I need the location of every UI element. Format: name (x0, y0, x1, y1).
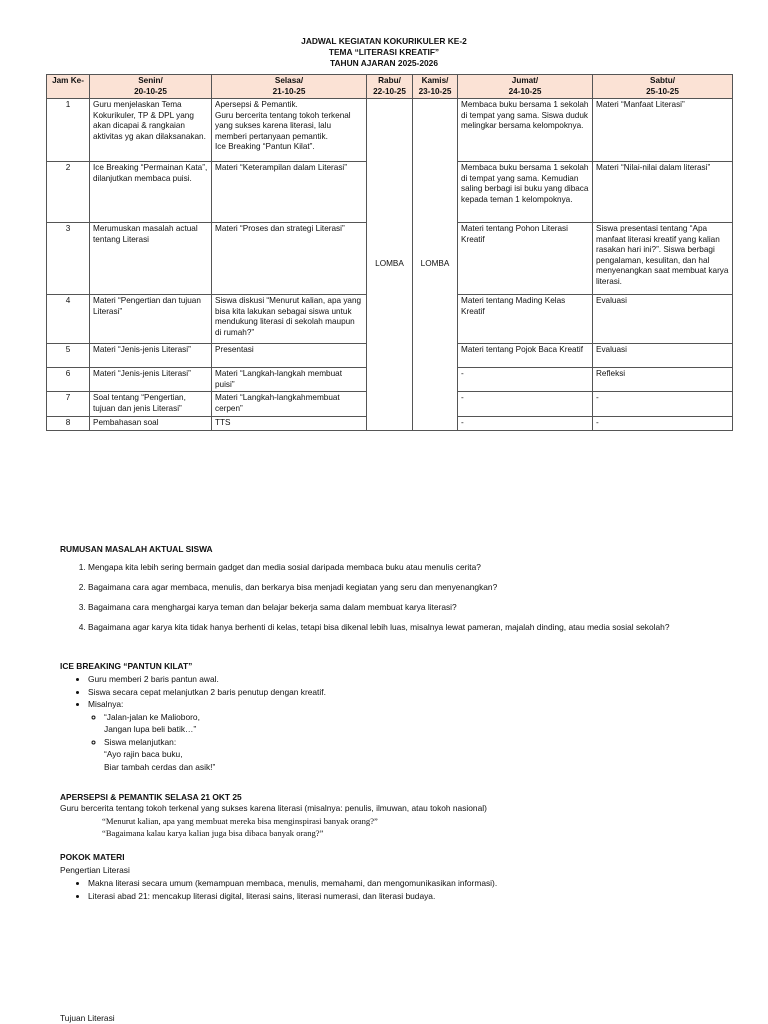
header-jam: Jam Ke- (47, 75, 90, 99)
list-item (88, 698, 740, 773)
cell-senin: Pembahasan soal (90, 417, 212, 431)
pokok-section (60, 877, 740, 902)
list-item (104, 736, 740, 774)
icebreak-sublist (88, 711, 740, 774)
doc-title-line-3: TAHUN AJARAN 2025-2026 (330, 58, 438, 68)
cell-jumat: Materi tentang Pojok Baca Kreatif (458, 344, 593, 368)
cell-jam: 1 (47, 99, 90, 162)
cell-selasa: Materi “Proses dan strategi Literasi” (212, 223, 367, 295)
cell-sabtu: - (593, 392, 733, 417)
cell-sabtu: - (593, 417, 733, 431)
cell-selasa: Siswa diskusi “Menurut kalian, apa yang bisa kita lakukan sebagai siswa untuk mendukung literasi di sekolah maupun di rumah?” (212, 295, 367, 344)
cell-senin: Materi “Jenis-jenis Literasi” (90, 368, 212, 392)
icebreak-list (60, 673, 740, 773)
cell-selasa-line: Apersepsi & Pemantik. Guru bercerita tentang tokoh terkenal yang sukses karena literasi, lalu memberi pertanyaan pemantik. Ice Breaking “Pantun Kilat”. (215, 100, 351, 151)
cell-sabtu: Evaluasi (593, 344, 733, 368)
cell-jumat: Membaca buku bersama 1 sekolah di tempat yang sama. Siswa duduk melingkar bersama kelompoknya. (458, 99, 593, 162)
apersepsi-question-1: “Menurut kalian, apa yang membuat mereka bisa menginspirasi banyak orang?” (102, 816, 378, 826)
cell-sabtu: Materi “Manfaat Literasi” (593, 99, 733, 162)
cell-kamis-lomba: LOMBA (413, 99, 458, 431)
cell-jam: 2 (47, 162, 90, 223)
icebreak-example-label: Misalnya: (88, 699, 124, 709)
cell-jumat: Membaca buku bersama 1 sekolah di tempat yang sama. Kemudian saling berbagi isi buku yang dibaca kepada teman 1 kelompoknya. (458, 162, 593, 223)
schedule-table (46, 74, 733, 431)
cell-jumat: Materi tentang Pohon Literasi Kreatif (458, 223, 593, 295)
cell-selasa (212, 99, 367, 162)
pantun-line: ◦ “Jalan-jalan ke Malioboro, (104, 711, 200, 722)
pokok-heading: POKOK MATERI (60, 852, 125, 862)
table-header-row (47, 75, 733, 99)
cell-jam: 5 (47, 344, 90, 368)
list-item: • Makna literasi secara umum (kemampuan membaca, menulis, memahami, dan mengomunikasikan informasi). (88, 877, 740, 890)
list-item: • Guru memberi 2 baris pantun awal. (88, 673, 740, 686)
header-senin: Senin/ 20-10-25 (90, 75, 212, 99)
list-item: • Siswa secara cepat melanjutkan 2 baris penutup dengan kreatif. (88, 686, 740, 699)
cell-selasa: Materi “Langkah-langkahmembuat cerpen” (212, 392, 367, 417)
icebreak-section (60, 673, 740, 773)
cell-jumat: - (458, 417, 593, 431)
list-item (104, 711, 740, 736)
header-rabu: Rabu/ 22-10-25 (367, 75, 413, 99)
pantun-line: “Ayo rajin baca buku, (104, 749, 183, 759)
cell-jam: 3 (47, 223, 90, 295)
pokok-subheading: Pengertian Literasi (60, 865, 130, 875)
header-selasa: Selasa/ 21-10-25 (212, 75, 367, 99)
cell-jam: 8 (47, 417, 90, 431)
list-item: 1. Mengapa kita lebih sering bermain gadget dan media sosial daripada membaca buku atau menulis cerita? (88, 562, 768, 582)
cell-senin: Materi “Jenis-jenis Literasi” (90, 344, 212, 368)
header-kamis: Kamis/ 23-10-25 (413, 75, 458, 99)
cell-senin: Materi “Pengertian dan tujuan Literasi” (90, 295, 212, 344)
cell-sabtu: Materi “Nilai-nilai dalam literasi” (593, 162, 733, 223)
cell-sabtu: Refleksi (593, 368, 733, 392)
cell-senin: Soal tentang “Pengertian, tujuan dan jenis Literasi” (90, 392, 212, 417)
list-item: • Literasi abad 21: mencakup literasi digital, literasi sains, literasi numerasi, dan literasi budaya. (88, 890, 740, 903)
pantun-line: Jangan lupa beli batik…” (104, 724, 197, 734)
cell-sabtu: Siswa presentasi tentang “Apa manfaat literasi kreatif yang kalian rasakan hari ini?”. Siswa berbagi pengalaman, kesulitan, dan hal menyenangkan saat membuat karya literasi. (593, 223, 733, 295)
cell-selasa: Presentasi (212, 344, 367, 368)
tujuan-subheading: Tujuan Literasi (60, 1013, 115, 1023)
pantun-line: Biar tambah cerdas dan asik!” (104, 761, 216, 772)
cell-jumat: Materi tentang Mading Kelas Kreatif (458, 295, 593, 344)
cell-senin: Ice Breaking “Permainan Kata”, dilanjutkan membaca puisi. (90, 162, 212, 223)
cell-senin: Merumuskan masalah actual tentang Literasi (90, 223, 212, 295)
apersepsi-question-2: “Bagaimana kalau karya kalian juga bisa dibaca banyak orang?” (102, 828, 324, 838)
doc-title-line-2: TEMA “LITERASI KREATIF” (328, 47, 440, 57)
cell-selasa: Materi “Langkah-langkah membuat puisi” (212, 368, 367, 392)
header-sabtu: Sabtu/ 25-10-25 (593, 75, 733, 99)
cell-sabtu: Evaluasi (593, 295, 733, 344)
cell-jam: 6 (47, 368, 90, 392)
cell-jam: 7 (47, 392, 90, 417)
icebreak-heading: ICE BREAKING “PANTUN KILAT” (60, 661, 193, 671)
doc-title-line-1: JADWAL KEGIATAN KOKURIKULER KE-2 (301, 36, 467, 46)
apersepsi-text: Guru bercerita tentang tokoh terkenal yang sukses karena literasi (misalnya: penulis, ilmuwan, atau tokoh nasional) (60, 803, 487, 813)
table-row (47, 99, 733, 162)
cell-jam: 4 (47, 295, 90, 344)
cell-jumat: - (458, 368, 593, 392)
cell-rabu-lomba: LOMBA (367, 99, 413, 431)
cell-selasa: TTS (212, 417, 367, 431)
list-item: 2. Bagaimana cara agar membaca, menulis, dan berkarya bisa menjadi kegiatan yang seru dan menyenangkan? (88, 582, 768, 602)
header-jumat: Jumat/ 24-10-25 (458, 75, 593, 99)
pokok-list (60, 877, 740, 902)
list-item: 4. Bagaimana agar karya kita tidak hanya berhenti di kelas, tetapi bisa dikenal lebih luas, misalnya lewat pameran, majalah dinding, atau media sosial sekolah? (88, 622, 768, 642)
pantun-line: ◦ Siswa melanjutkan: (104, 736, 177, 747)
rumusan-list (60, 562, 768, 642)
list-item: 3. Bagaimana cara menghargai karya teman dan belajar bekerja sama dalam membuat karya literasi? (88, 602, 768, 622)
cell-senin: Guru menjelaskan Tema Kokurikuler, TP & DPL yang akan dicapai & rangkaian aktivitas yg akan dilaksanakan. (90, 99, 212, 162)
apersepsi-heading: APERSEPSI & PEMANTIK SELASA 21 OKT 25 (60, 792, 242, 802)
rumusan-heading: RUMUSAN MASALAH AKTUAL SISWA (60, 544, 213, 554)
cell-jumat: - (458, 392, 593, 417)
cell-selasa: Materi “Keterampilan dalam Literasi” (212, 162, 367, 223)
